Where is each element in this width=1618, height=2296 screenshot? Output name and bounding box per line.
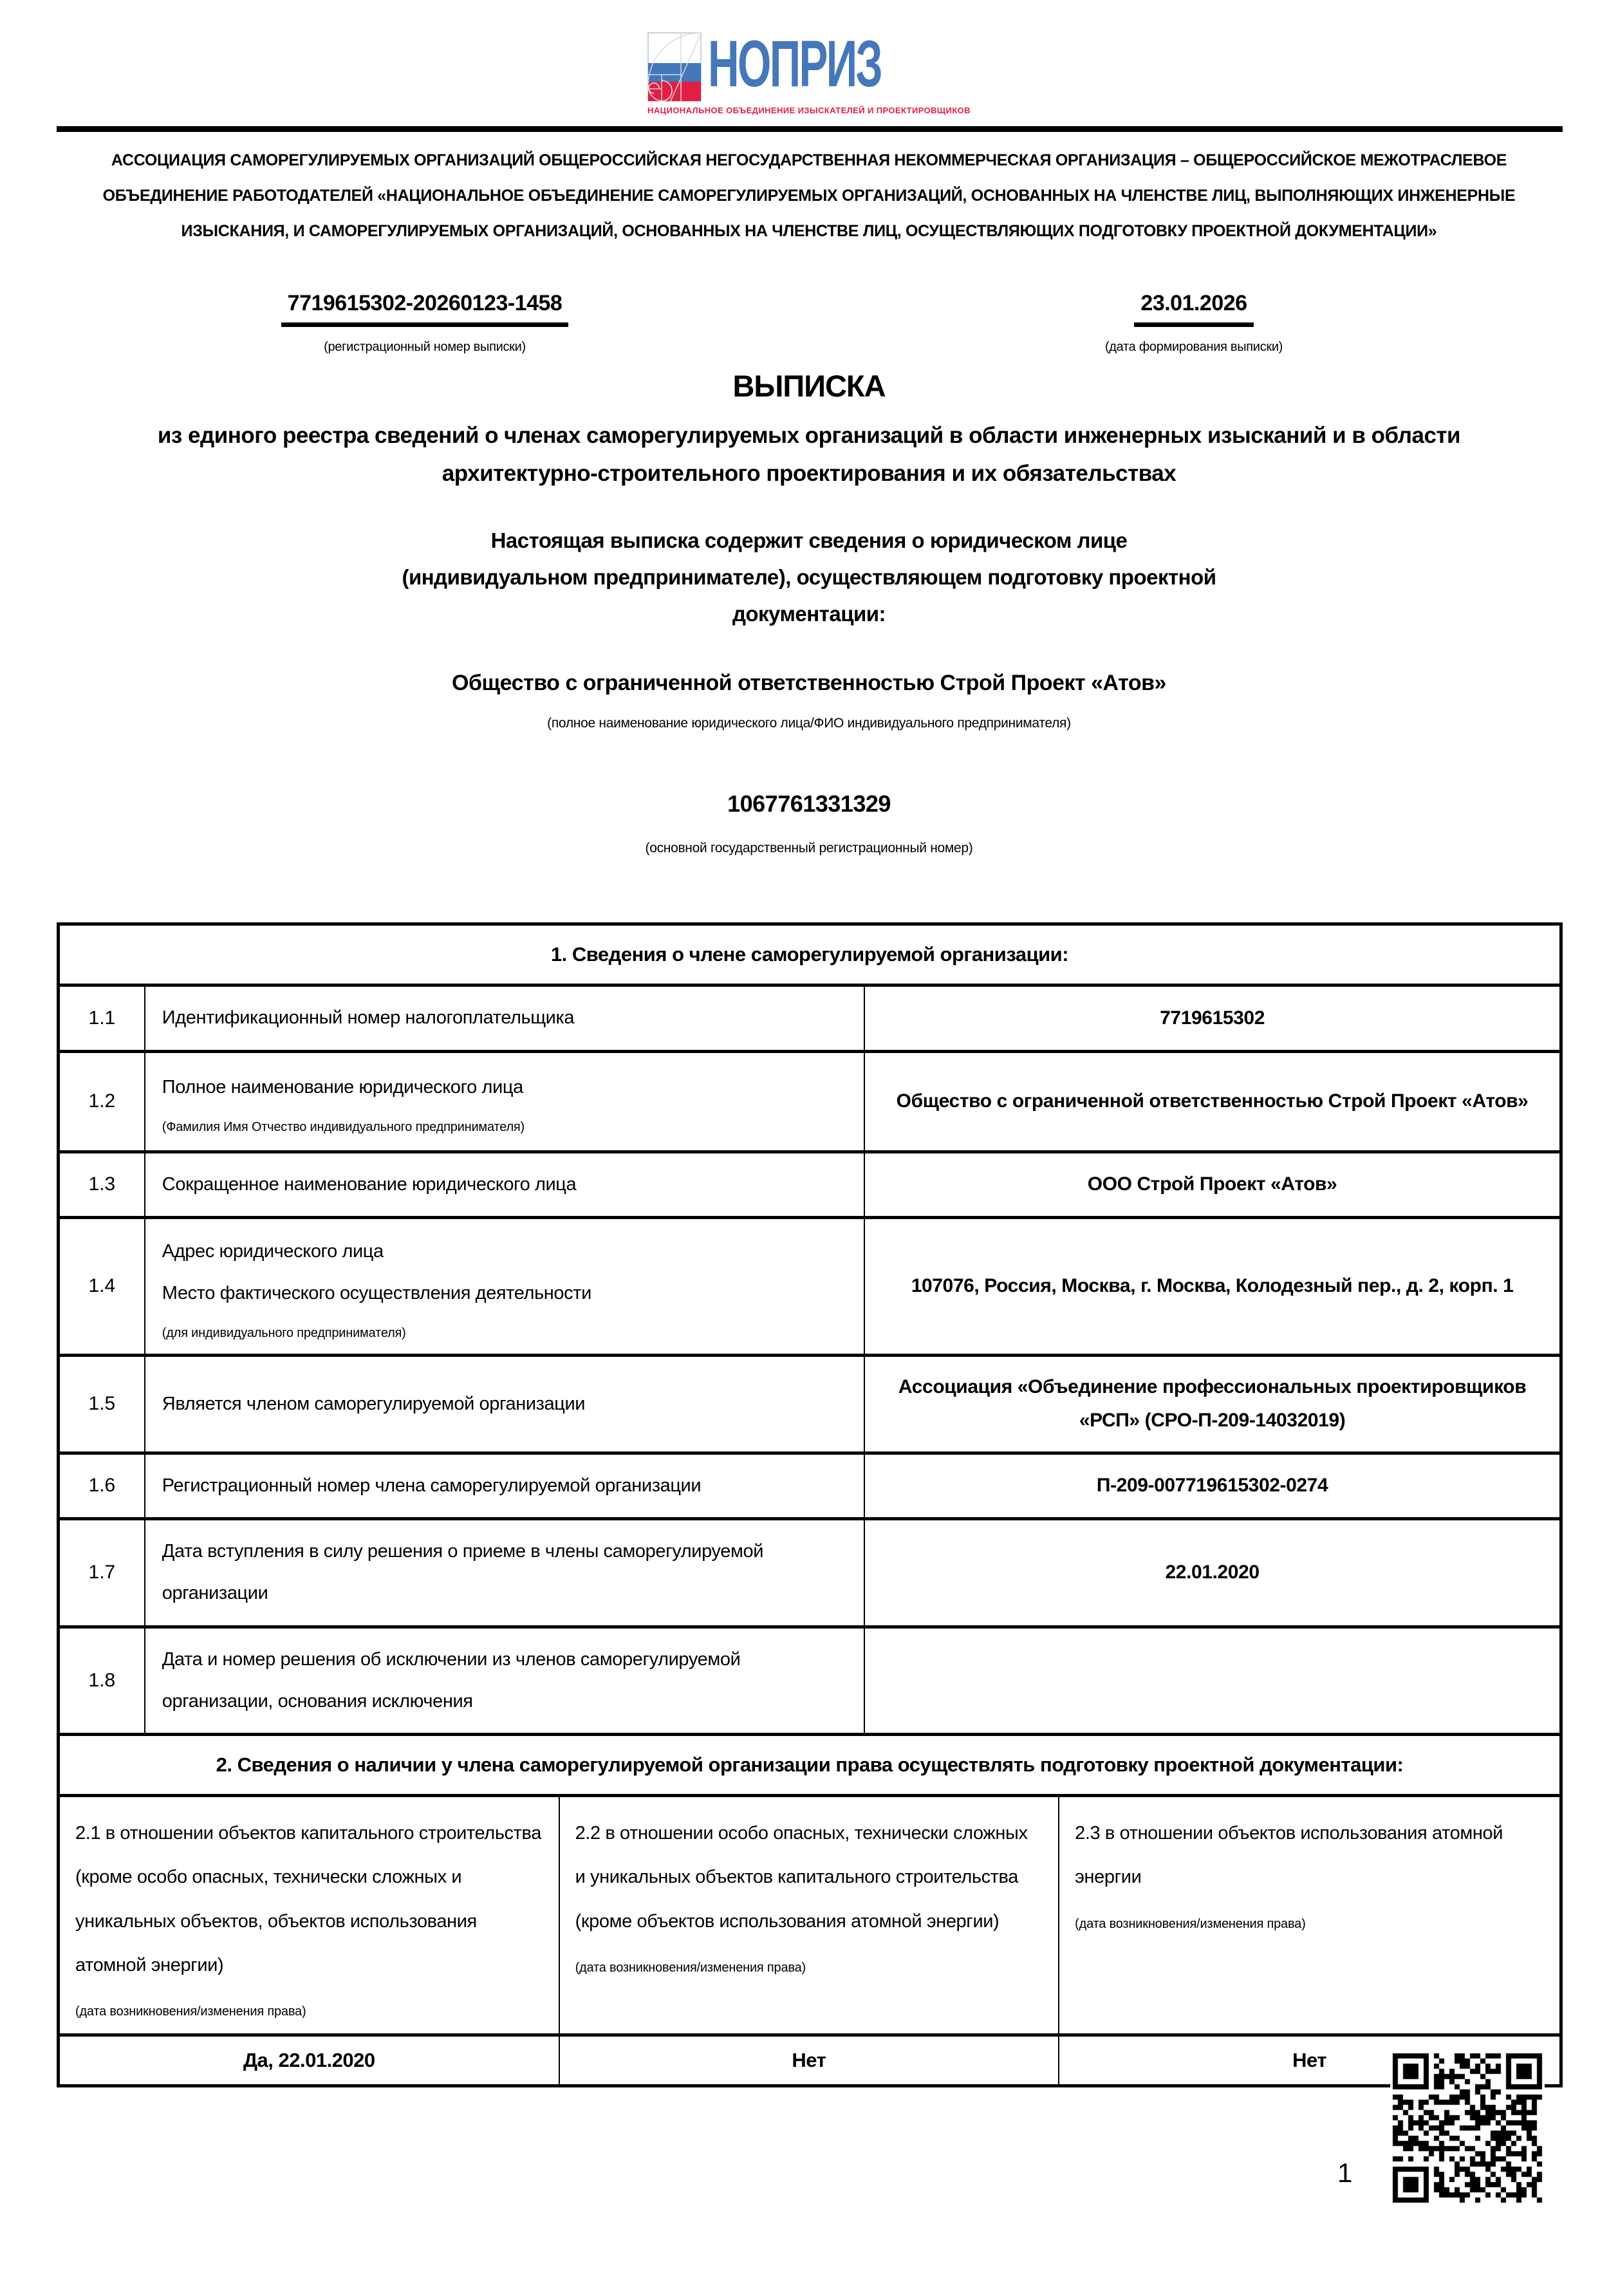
noprz-logo: [647, 27, 971, 115]
row-label: [145, 1629, 865, 1733]
qr-code: [1390, 2051, 1545, 2205]
subject-name-caption: (полное наименование юридического лица/ФИО индивидуального предпринимателя): [547, 716, 1071, 731]
row-label-text: Дата вступления в силу решения о приеме в члены саморегулируемой организации: [162, 1541, 764, 1604]
row-label-text: Сокращенное наименование юридического лица: [162, 1173, 577, 1195]
right-category-label: 2.3 в отношении объектов использования атомной энергии: [1075, 1823, 1503, 1888]
brand-tagline: НАЦИОНАЛЬНОЕ ОБЪЕДИНЕНИЕ ИЗЫСКАТЕЛЕЙ И ПРОЕКТИРОВЩИКОВ: [647, 106, 971, 115]
right-category-cell: [60, 1797, 560, 2033]
right-value: Нет: [1292, 2048, 1327, 2071]
row-label-note: (Фамилия Имя Отчество индивидуального предпринимателя): [162, 1120, 525, 1135]
page-number: 1: [1337, 2158, 1352, 2188]
table-row: [60, 1219, 1559, 1357]
document-subtitle: из единого реестра сведений о членах саморегулируемых организаций в области инженерных изысканий и в области архитектурно-строительного проектирования и их обязательствах: [157, 423, 1461, 486]
table-row: [60, 1629, 1559, 1737]
header-divider: [57, 126, 1563, 132]
row-label: [145, 1153, 865, 1216]
registration-number-caption: (регистрационный номер выписки): [324, 340, 526, 354]
right-value: Нет: [560, 2037, 1060, 2084]
right-category-cell: [560, 1797, 1060, 2033]
row-value: 107076, Россия, Москва, г. Москва, Колодезный пер., д. 2, корп. 1: [911, 1275, 1514, 1296]
row-label: [145, 1357, 865, 1451]
document-intro: Настоящая выписка содержит сведения о юридическом лице (индивидуальном предпринимателе), осуществляющем подготовку проектной документации:: [402, 528, 1216, 626]
row-value: [865, 1629, 1559, 1733]
row-number: 1.3: [60, 1153, 145, 1216]
row-value: ООО Строй Проект «Атов»: [1087, 1173, 1337, 1195]
right-category-cell: [1059, 1797, 1559, 2033]
formation-date-caption: (дата формирования выписки): [1104, 340, 1283, 354]
row-number: 1.5: [60, 1357, 145, 1451]
section2-title: 2. Сведения о наличии у члена саморегулируемой организации права осуществлять подготовку проектной документации:: [60, 1736, 1559, 1797]
row-label-note: (для индивидуального предпринимателя): [162, 1326, 406, 1340]
row-value: 22.01.2020: [1165, 1562, 1260, 1583]
right-category-note: (дата возникновения/изменения права): [575, 1960, 806, 1975]
subject-ogrn-caption: (основной государственный регистрационный номер): [645, 841, 973, 855]
subject-name: Общество с ограниченной ответственностью Строй Проект «Атов»: [452, 671, 1166, 695]
document-title: ВЫПИСКА: [732, 369, 886, 403]
row-label-text: Идентификационный номер налогоплательщика: [162, 1007, 575, 1029]
row-label-text-2: Место фактического осуществления деятельности: [162, 1282, 591, 1303]
row-number: 1.2: [60, 1053, 145, 1150]
row-label: [145, 1219, 865, 1354]
row-label-text: Является членом саморегулируемой организации: [162, 1393, 586, 1414]
row-number: 1.7: [60, 1520, 145, 1625]
registration-number: 7719615302-20260123-1458: [281, 291, 569, 327]
formation-date-block: [933, 291, 1455, 355]
flag-spiral-icon: [647, 32, 702, 102]
right-value: Да, 22.01.2020: [60, 2037, 560, 2084]
row-label: [145, 1455, 865, 1517]
table-row: [60, 1053, 1559, 1153]
right-category-note: (дата возникновения/изменения права): [1075, 1916, 1306, 1931]
row-value: П-209-007719615302-0274: [1096, 1475, 1328, 1497]
formation-date: 23.01.2026: [1134, 291, 1253, 327]
table-row: [60, 987, 1559, 1052]
row-number: 1.8: [60, 1629, 145, 1733]
subject-ogrn: 1067761331329: [727, 790, 891, 817]
row-value: Ассоциация «Объединение профессиональных проектировщиков «РСП» (СРО-П-209-14032019): [898, 1376, 1527, 1432]
row-number: 1.4: [60, 1219, 145, 1354]
row-label-text: Регистрационный номер члена саморегулируемой организации: [162, 1475, 702, 1496]
row-label: [145, 1053, 865, 1150]
right-category-note: (дата возникновения/изменения права): [75, 2004, 306, 2019]
row-number: 1.1: [60, 987, 145, 1049]
row-label: [145, 987, 865, 1049]
registration-number-block: [58, 291, 792, 355]
section2-columns: [60, 1797, 1559, 2033]
section2-values: [60, 2033, 1559, 2084]
table-row: [60, 1357, 1559, 1455]
registry-table: [57, 922, 1563, 2087]
table-row: [60, 1455, 1559, 1520]
row-label-text: Адрес юридического лица: [162, 1240, 384, 1262]
brand-wordmark: НОПРИЗ: [708, 27, 882, 100]
right-category-label: 2.1 в отношении объектов капитального строительства (кроме особо опасных, технически сложных и уникальных объектов, объектов использования атомной энергии): [75, 1823, 541, 1975]
row-value: 7719615302: [1160, 1007, 1265, 1029]
section1-title: 1. Сведения о члене саморегулируемой организации:: [60, 926, 1559, 987]
row-value: Общество с ограниченной ответственностью Строй Проект «Атов»: [896, 1090, 1529, 1112]
association-header: АССОЦИАЦИЯ САМОРЕГУЛИРУЕМЫХ ОРГАНИЗАЦИЙ ОБЩЕРОССИЙСКАЯ НЕГОСУДАРСТВЕННАЯ НЕКОММЕРЧЕСКАЯ ОРГАНИЗАЦИЯ – ОБЩЕРОССИЙСКОЕ МЕЖОТРАСЛЕВОЕ ОБЪЕДИНЕНИЕ РАБОТОДАТЕЛЕЙ «НАЦИОНАЛЬНОЕ ОБЪЕДИНЕНИЕ САМОРЕГУЛИРУЕМЫХ ОРГАНИЗАЦИЙ, ОСНОВАННЫХ НА ЧЛЕНСТВЕ ЛИЦ, ВЫПОЛНЯЮЩИХ ИНЖЕНЕРНЫЕ ИЗЫСКАНИЯ, И САМОРЕГУЛИРУЕМЫХ ОРГАНИЗАЦИЙ, ОСНОВАННЫХ НА ЧЛЕНСТВЕ ЛИЦ, ОСУЩЕСТВЛЯЮЩИХ ПОДГОТОВКУ ПРОЕКТНОЙ ДОКУМЕНТАЦИИ»: [102, 151, 1516, 240]
row-label: [145, 1520, 865, 1625]
table-row: [60, 1520, 1559, 1629]
row-number: 1.6: [60, 1455, 145, 1517]
row-label-text: Дата и номер решения об исключении из членов саморегулируемой организации, основания исключения: [162, 1648, 741, 1712]
right-category-label: 2.2 в отношении особо опасных, технически сложных и уникальных объектов капитального строительства (кроме объектов использования атомной энергии): [575, 1823, 1028, 1932]
row-label-text: Полное наименование юридического лица: [162, 1076, 523, 1097]
table-row: [60, 1153, 1559, 1219]
